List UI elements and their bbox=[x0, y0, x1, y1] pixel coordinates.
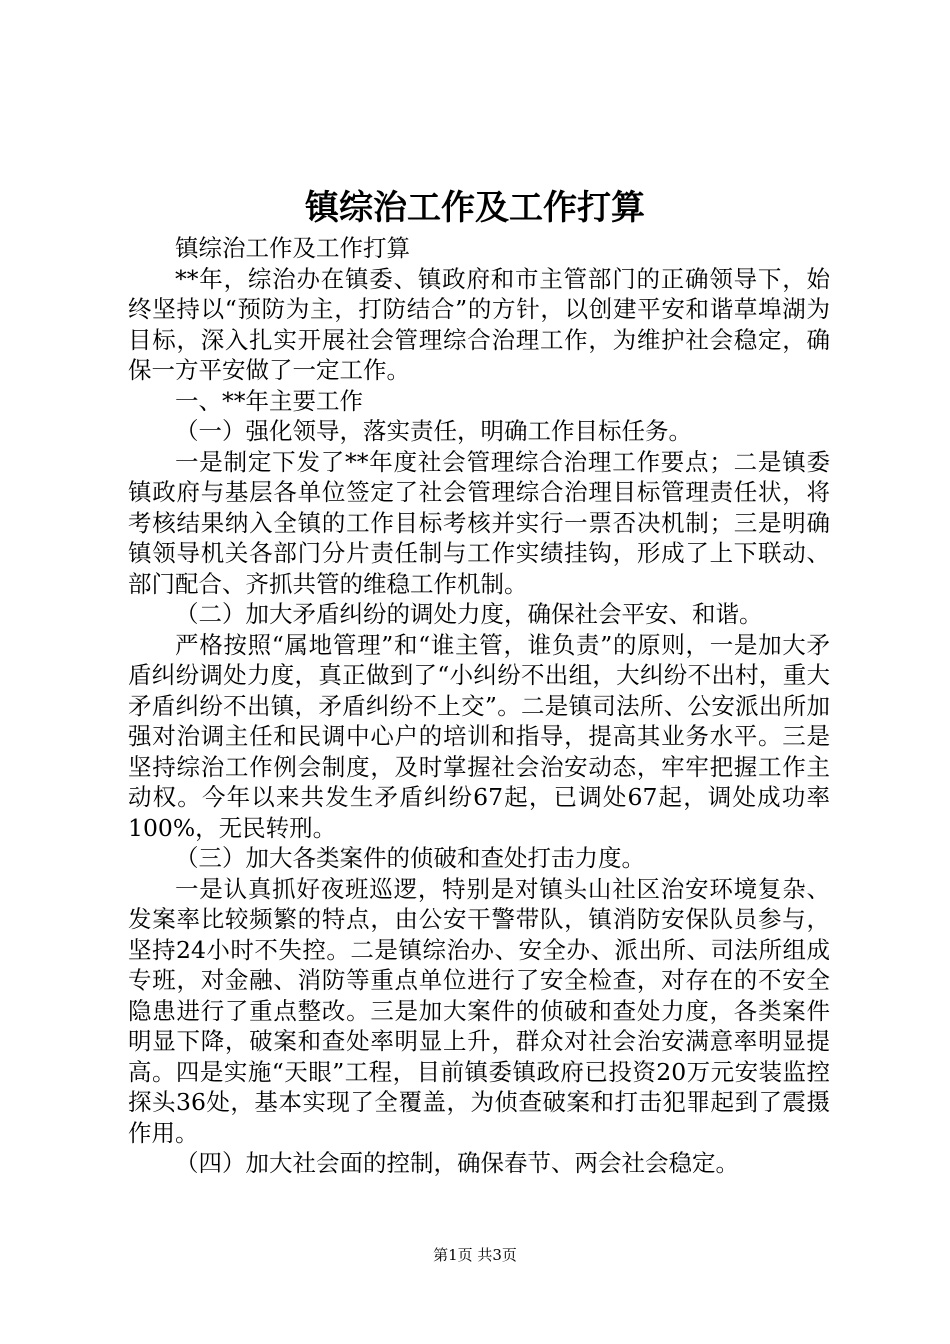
subsection-heading-3: （三）加大各类案件的侦破和查处打击力度。 bbox=[175, 844, 645, 872]
document-title: 镇综治工作及工作打算 bbox=[305, 188, 645, 228]
section-heading-main-work: 一、**年主要工作 bbox=[175, 386, 363, 415]
paragraph-subsection-3: 一是认真抓好夜班巡逻，特别是对镇头山社区治安环境复杂、发案率比较频繁的特点，由公安干警带队，镇消防安保队员参与，坚持24小时不失控。二是镇综治办、安全办、派出所、司法所组成专班，对金融、消防等重点单位进行了安全检查，对存在的不安全隐患进行了重点整改。三是加大案件的侦破和查处力度，各类案件明显下降，破案和查处率明显上升，群众对社会治安满意率明显提高。四是实施“天眼”工程，目前镇委镇政府已投资20万元安装监控探头36处，基本实现了全覆盖，为侦查破案和打击犯罪起到了震摄作用。 bbox=[128, 874, 830, 1147]
page-footer: 第1页 共3页 bbox=[433, 1246, 517, 1264]
subsection-heading-1: （一）强化领导，落实责任，明确工作目标任务。 bbox=[175, 417, 692, 445]
subsection-heading-2: （二）加大矛盾纠纷的调处力度，确保社会平安、和谐。 bbox=[175, 600, 763, 628]
paragraph-intro: **年，综治办在镇委、镇政府和市主管部门的正确领导下，始终坚持以“预防为主，打防结合”的方针，以创建平安和谐草埠湖为目标，深入扎实开展社会管理综合治理工作，为维护社会稳定，确保一方平安做了一定工作。 bbox=[128, 264, 830, 384]
subsection-heading-4: （四）加大社会面的控制，确保春节、两会社会稳定。 bbox=[175, 1149, 739, 1177]
paragraph-subtitle: 镇综治工作及工作打算 bbox=[175, 234, 410, 262]
paragraph-subsection-2: 严格按照“属地管理”和“谁主管，谁负责”的原则，一是加大矛盾纠纷调处力度，真正做到了“小纠纷不出组，大纠纷不出村，重大矛盾纠纷不出镇，矛盾纠纷不上交”。二是镇司法所、公安派出所加强对治调主任和民调中心户的培训和指导，提高其业务水平。三是坚持综治工作例会制度，及时掌握社会治安动态，牢牢把握工作主动权。今年以来共发生矛盾纠纷67起，已调处67起，调处成功率100%，无民转刑。 bbox=[128, 630, 830, 842]
document-body bbox=[128, 233, 830, 1179]
paragraph-subsection-1: 一是制定下发了**年度社会管理综合治理工作要点；二是镇委镇政府与基层各单位签定了社会管理综合治理目标管理责任状，将考核结果纳入全镇的工作目标考核并实行一票否决机制；三是明确镇领导机关各部门分片责任制与工作实绩挂钩，形成了上下联动、部门配合、齐抓共管的维稳工作机制。 bbox=[128, 447, 830, 598]
